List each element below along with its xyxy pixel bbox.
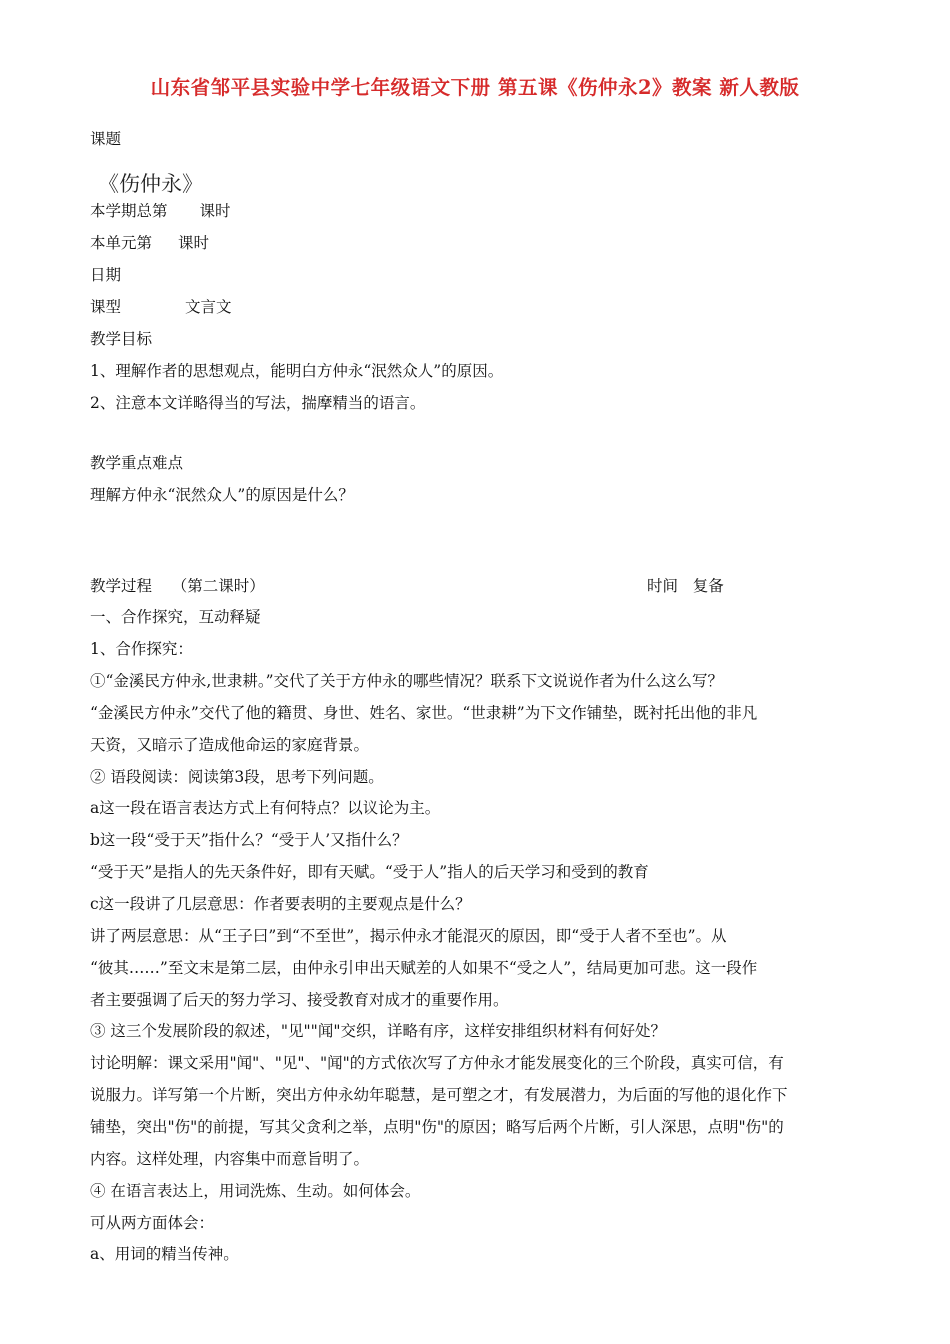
- objectives-label: 教学目标: [90, 330, 153, 348]
- unit-hours-line: [90, 233, 209, 253]
- key-points-text: 理解方仲永“泯然众人”的原因是什么？: [90, 486, 354, 504]
- type-value: 文言文: [185, 298, 232, 316]
- review-label: 复备: [692, 577, 724, 595]
- body-line: “金溪民方仲永”交代了他的籍贯、身世、姓名、家世。“世隶耕”为下文作铺垫，既衬托出他的非凡: [90, 704, 758, 722]
- semester-hours-line: [90, 201, 231, 221]
- body-line: b这一段“受于天”指什么？“受于人’又指什么？: [90, 831, 408, 849]
- process-session: （第二课时）: [171, 577, 265, 595]
- body-line: c这一段讲了几层意思：作者要表明的主要观点是什么？: [90, 895, 471, 913]
- time-label: 时间: [647, 577, 679, 595]
- body-line: a这一段在语言表达方式上有何特点？以议论为主。: [90, 799, 441, 817]
- body-line: 一、合作探究，互动释疑: [90, 608, 261, 626]
- process-label: 教学过程: [90, 577, 153, 595]
- body-line: ①“金溪民方仲永,世隶耕。”交代了关于方仲永的哪些情况？联系下文说说作者为什么这么写？: [90, 672, 724, 690]
- key-points-label: 教学重点难点: [90, 454, 184, 472]
- body-line: 内容。这样处理，内容集中而意旨明了。: [90, 1150, 370, 1168]
- body-line: ④ 在语言表达上，用词洗炼、生动。如何体会。: [90, 1182, 421, 1200]
- body-line: 天资，又暗示了造成他命运的家庭背景。: [90, 736, 370, 754]
- body-line: 者主要强调了后天的努力学习、接受教育对成才的重要作用。: [90, 991, 509, 1009]
- objective-2: 2、注意本文详略得当的写法，揣摩精当的语言。: [90, 394, 426, 412]
- unit-prefix: 本单元第: [90, 234, 153, 252]
- body-line: 铺垫，突出"伤"的前提，写其父贪利之举，点明"伤"的原因；略写后两个片断，引人深思，点明"伤"的: [90, 1118, 784, 1136]
- objective-1: 1、理解作者的思想观点，能明白方仲永“泯然众人”的原因。: [90, 362, 504, 380]
- semester-suffix: 课时: [199, 202, 231, 220]
- lesson-type-line: [90, 297, 232, 317]
- document-title: 山东省邹平县实验中学七年级语文下册 第五课《伤仲永2》教案 新人教版: [150, 76, 800, 99]
- date-label: 日期: [90, 266, 122, 284]
- lesson-heading: 《伤仲永》: [98, 172, 203, 196]
- unit-suffix: 课时: [178, 234, 210, 252]
- topic-label: 课题: [90, 130, 122, 148]
- body-line: 讲了两层意思：从“王子曰”到“不至世”，揭示仲永才能混灭的原因，即“受于人者不至也”。从: [90, 927, 727, 945]
- body-line: “受于天”是指人的先天条件好，即有天赋。“受于人”指人的后天学习和受到的教育: [90, 863, 649, 881]
- body-line: 说服力。详写第一个片断，突出方仲永幼年聪慧，是可塑之才，有发展潜力，为后面的写他的退化作下: [90, 1086, 788, 1104]
- body-line: 1、合作探究：: [90, 640, 193, 658]
- time-review-labels: [647, 576, 724, 596]
- semester-prefix: 本学期总第: [90, 202, 168, 220]
- body-line: ② 语段阅读：阅读第3段，思考下列问题。: [90, 768, 384, 786]
- body-line: a、用词的精当传神。: [90, 1245, 239, 1263]
- body-line: 可从两方面体会：: [90, 1214, 215, 1232]
- body-line: ③ 这三个发展阶段的叙述，"见""闻"交织，详略有序，这样安排组织材料有何好处？: [90, 1022, 666, 1040]
- type-label: 课型: [90, 298, 122, 316]
- body-line: 讨论明解：课文采用"闻"、"见"、"闻"的方式依次写了方仲永才能发展变化的三个阶段，真实可信，有: [90, 1054, 784, 1072]
- body-line: “彼其……”至文末是第二层，由仲永引申出天赋差的人如果不“受之人”，结局更加可悲。这一段作: [90, 959, 758, 977]
- process-heading: [90, 576, 265, 596]
